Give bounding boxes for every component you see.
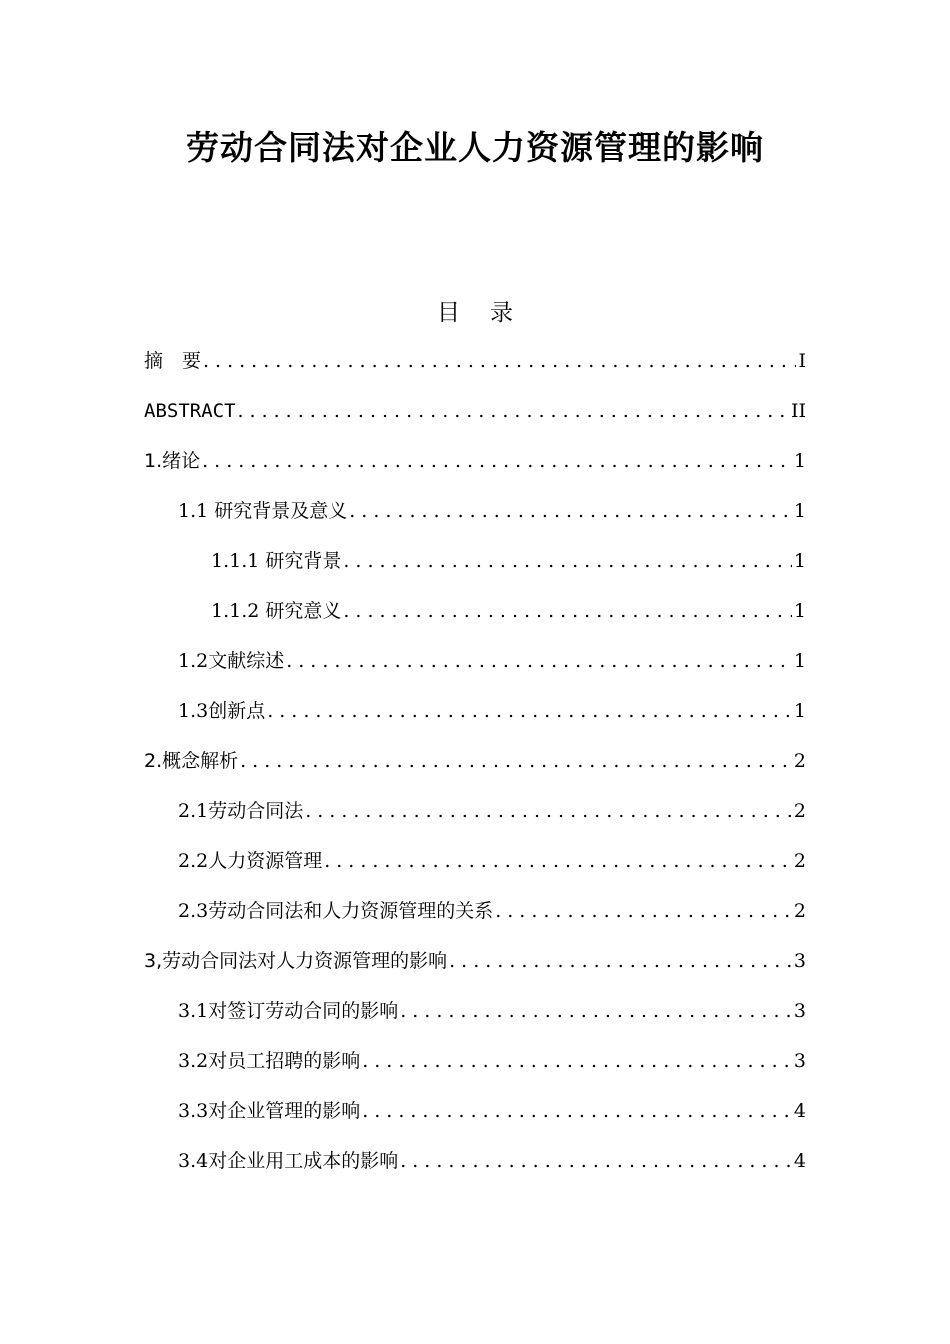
toc-entry-label: 2.2人力资源管理 xyxy=(178,850,323,872)
toc-dot-leader xyxy=(362,1096,792,1126)
toc-page-number: 2 xyxy=(793,900,806,922)
toc-page-number: 2 xyxy=(793,800,806,822)
toc-dot-leader xyxy=(343,596,792,626)
toc-entry-label: 1.3创新点 xyxy=(178,700,266,722)
toc-page-number: 4 xyxy=(793,1150,806,1172)
toc-entry-abstract-en[interactable] xyxy=(144,396,806,426)
toc-entry-label: 1.1.2 研究意义 xyxy=(211,600,342,622)
toc-dot-leader xyxy=(203,346,796,376)
toc-page-number: 2 xyxy=(793,850,806,872)
toc-entry-label: ABSTRACT xyxy=(144,400,236,422)
toc-dot-leader xyxy=(449,946,792,976)
toc-entry-label: 2.3劳动合同法和人力资源管理的关系 xyxy=(178,900,494,922)
toc-dot-leader xyxy=(343,546,792,576)
toc-entry-ch3[interactable] xyxy=(144,946,806,976)
toc-page-number: 1 xyxy=(793,500,806,522)
toc-page-number: 3 xyxy=(793,950,806,972)
toc-page-number: 1 xyxy=(793,450,806,472)
toc-entry-label: 1.1 研究背景及意义 xyxy=(178,500,348,522)
toc-entry-1-1-1[interactable] xyxy=(211,546,806,576)
toc-entry-label: 3,劳动合同法对人力资源管理的影响 xyxy=(144,950,448,972)
toc-entry-1-1[interactable] xyxy=(178,496,806,526)
toc-entry-label: 3.3对企业管理的影响 xyxy=(178,1100,361,1122)
toc-page-number: Ⅰ xyxy=(798,350,806,372)
toc-entry-label: 3.4对企业用工成本的影响 xyxy=(178,1150,399,1172)
toc-entry-3-2[interactable] xyxy=(178,1046,806,1076)
toc-dot-leader xyxy=(495,896,792,926)
toc-entry-2-3[interactable] xyxy=(178,896,806,926)
toc-dot-leader xyxy=(324,846,792,876)
toc-page-number: 1 xyxy=(793,650,806,672)
toc-page-number: 1 xyxy=(793,600,806,622)
toc-dot-leader xyxy=(240,746,792,776)
document-title: 劳动合同法对企业人力资源管理的影响 xyxy=(186,128,764,167)
toc-entry-abstract-cn[interactable] xyxy=(144,346,806,376)
toc-page-number: II xyxy=(790,400,806,422)
toc-page-number: 4 xyxy=(793,1100,806,1122)
toc-entry-2-1[interactable] xyxy=(178,796,806,826)
toc-dot-leader xyxy=(267,696,792,726)
toc-entry-label: 1.绪论 xyxy=(144,450,201,472)
toc-dot-leader xyxy=(238,396,789,426)
toc-dot-leader xyxy=(362,1046,792,1076)
toc-entry-1-1-2[interactable] xyxy=(211,596,806,626)
toc-entry-ch1[interactable] xyxy=(144,446,806,476)
toc-entry-label: 1.2文献综述 xyxy=(178,650,285,672)
toc-page-number: 3 xyxy=(793,1000,806,1022)
toc-entry-3-1[interactable] xyxy=(178,996,806,1026)
toc-heading: 目录 xyxy=(437,300,543,326)
toc-entry-3-3[interactable] xyxy=(178,1096,806,1126)
toc-entry-ch2[interactable] xyxy=(144,746,806,776)
toc-page-number: 1 xyxy=(793,700,806,722)
toc-entry-label: 1.1.1 研究背景 xyxy=(211,550,342,572)
toc-entry-label: 2.概念解析 xyxy=(144,750,239,772)
toc-page-number: 3 xyxy=(793,1050,806,1072)
toc-entry-1-2[interactable] xyxy=(178,646,806,676)
toc-entry-1-3[interactable] xyxy=(178,696,806,726)
toc-dot-leader xyxy=(349,496,792,526)
toc-entry-label: 3.1对签订劳动合同的影响 xyxy=(178,1000,399,1022)
toc-dot-leader xyxy=(286,646,792,676)
toc-dot-leader xyxy=(202,446,792,476)
toc-entry-label: 摘 要 xyxy=(144,350,202,372)
toc-entry-label: 2.1劳动合同法 xyxy=(178,800,304,822)
toc-page-number: 1 xyxy=(793,550,806,572)
toc-page-number: 2 xyxy=(793,750,806,772)
toc-entry-3-4[interactable] xyxy=(178,1146,806,1176)
toc-dot-leader xyxy=(400,1146,792,1176)
toc-entry-label: 3.2对员工招聘的影响 xyxy=(178,1050,361,1072)
toc-dot-leader xyxy=(400,996,792,1026)
toc-entry-2-2[interactable] xyxy=(178,846,806,876)
toc-dot-leader xyxy=(305,796,792,826)
